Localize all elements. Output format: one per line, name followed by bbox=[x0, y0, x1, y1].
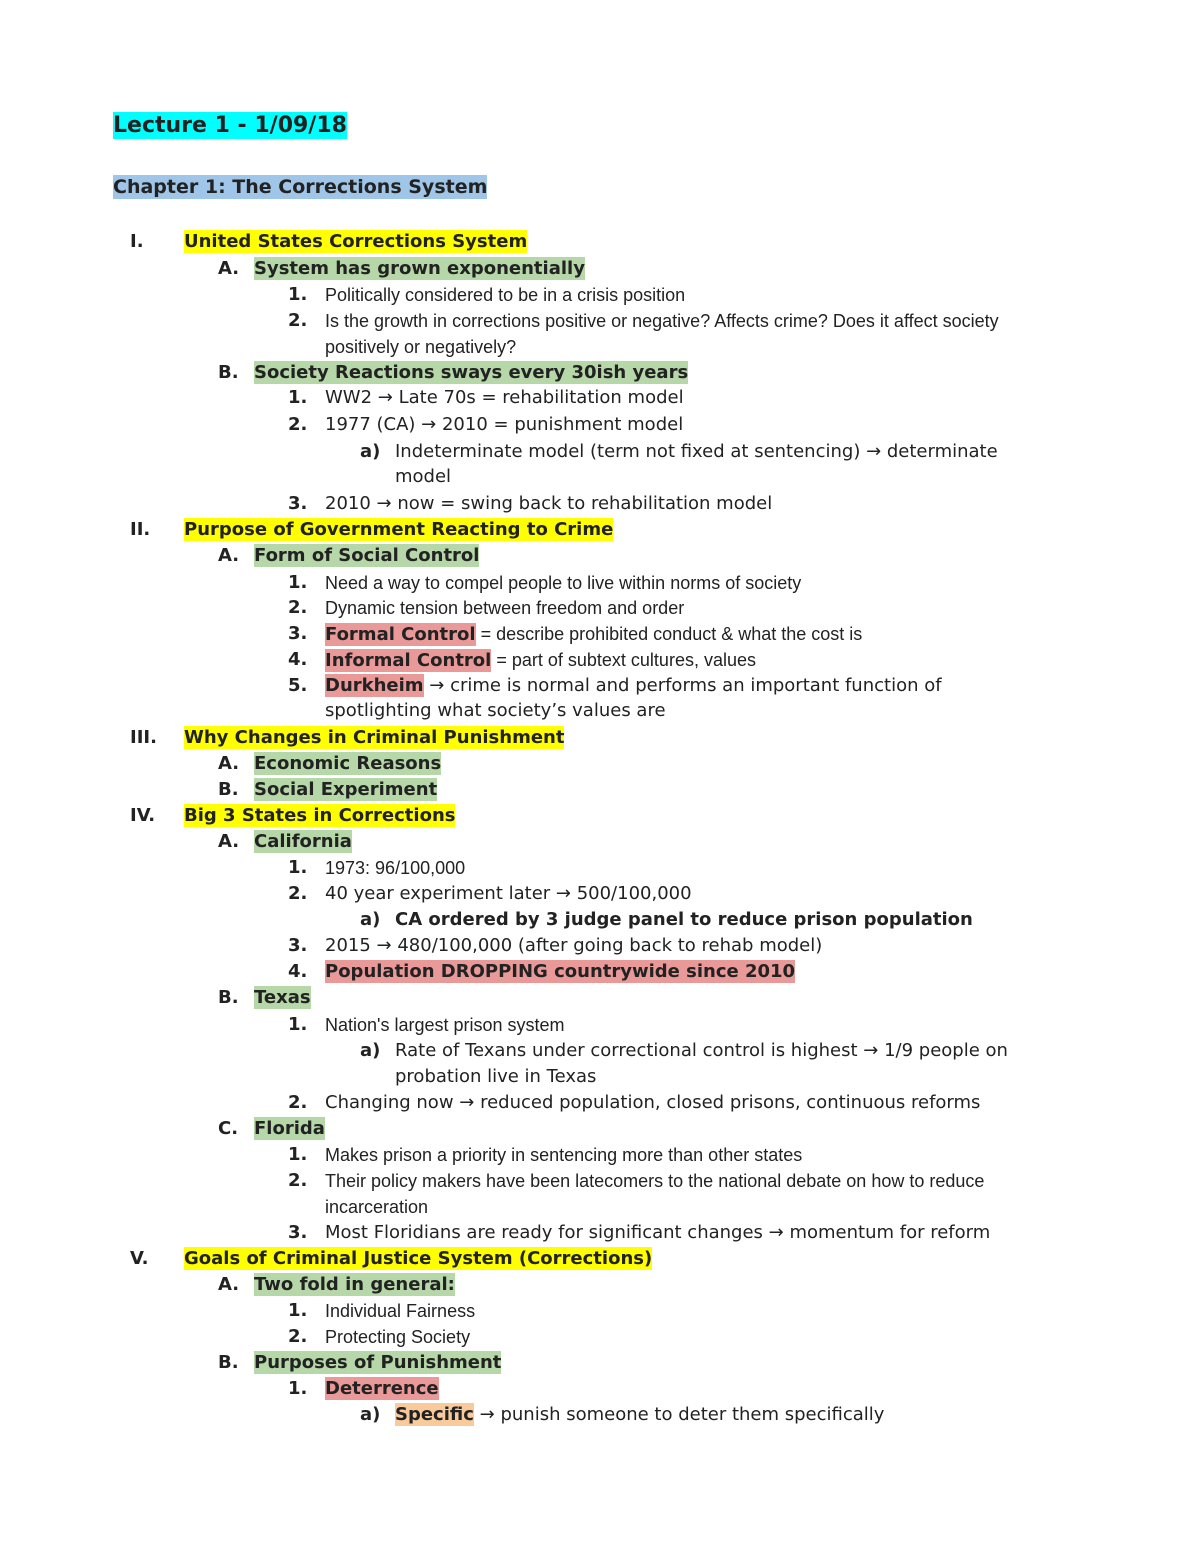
outline-marker: A. bbox=[218, 258, 240, 279]
outline-item bbox=[325, 491, 772, 517]
outline-marker: B. bbox=[218, 987, 239, 1008]
outline-item bbox=[395, 1064, 596, 1090]
outline-item bbox=[254, 751, 441, 777]
outline-item bbox=[325, 621, 862, 648]
highlighted-term: Economic Reasons bbox=[254, 753, 442, 774]
outline-marker: 1. bbox=[288, 1014, 308, 1035]
outline-item bbox=[184, 1246, 652, 1272]
outline-text: Is the growth in corrections positive or negative? Affects crime? Does it affect society bbox=[325, 311, 999, 331]
outline-text: Politically considered to be in a crisis position bbox=[325, 285, 686, 305]
outline-item bbox=[254, 985, 311, 1011]
outline-item bbox=[325, 1194, 428, 1221]
outline-marker: A. bbox=[218, 545, 240, 566]
outline-text: Their policy makers have been latecomers to the national debate on how to reduce bbox=[325, 1171, 985, 1191]
outline-item bbox=[325, 855, 465, 882]
outline-item bbox=[395, 464, 451, 490]
outline-item bbox=[254, 1350, 501, 1376]
chapter-heading-text: Chapter 1: The Corrections System bbox=[113, 176, 488, 198]
outline-item bbox=[325, 595, 684, 622]
highlighted-term: Informal Control bbox=[325, 650, 492, 671]
outline-text: Changing now → reduced population, closed prisons, continuous reforms bbox=[325, 1092, 981, 1113]
outline-marker: II. bbox=[130, 519, 151, 540]
outline-marker: B. bbox=[218, 779, 239, 800]
highlighted-term: United States Corrections System bbox=[184, 231, 528, 252]
outline-item bbox=[325, 308, 999, 335]
outline-item bbox=[325, 1324, 470, 1351]
outline-marker: 4. bbox=[288, 961, 308, 982]
outline-marker: 1. bbox=[288, 387, 308, 408]
outline-item bbox=[254, 1116, 325, 1142]
outline-text: 2010 → now = swing back to rehabilitation model bbox=[325, 493, 773, 514]
outline-item bbox=[325, 1376, 439, 1402]
outline-text: 40 year experiment later → 500/100,000 bbox=[325, 883, 692, 904]
outline-text: model bbox=[395, 466, 452, 487]
outline-marker: 3. bbox=[288, 493, 308, 514]
highlighted-term: Two fold in general: bbox=[254, 1274, 455, 1295]
outline-marker: a) bbox=[360, 1040, 381, 1061]
outline-marker: 2. bbox=[288, 1326, 308, 1347]
outline-text: Most Floridians are ready for significant changes → momentum for reform bbox=[325, 1222, 991, 1243]
outline-item bbox=[325, 1142, 802, 1169]
highlighted-term: Why Changes in Criminal Punishment bbox=[184, 727, 565, 748]
outline-text: spotlighting what society’s values are bbox=[325, 700, 666, 721]
outline-item bbox=[254, 829, 352, 855]
highlighted-term: Population DROPPING countrywide since 2010 bbox=[325, 961, 796, 982]
outline-marker: 1. bbox=[288, 857, 308, 878]
outline-item bbox=[395, 1038, 1008, 1064]
outline-item bbox=[184, 803, 455, 829]
outline-marker: 1. bbox=[288, 1300, 308, 1321]
outline-text: Dynamic tension between freedom and order bbox=[325, 598, 685, 618]
outline-marker: 2. bbox=[288, 1170, 308, 1191]
outline-item bbox=[184, 517, 613, 543]
outline-text: WW2 → Late 70s = rehabilitation model bbox=[325, 387, 684, 408]
outline-marker: I. bbox=[130, 231, 144, 252]
outline-item bbox=[325, 1298, 475, 1325]
outline-item bbox=[184, 725, 564, 751]
outline-item bbox=[325, 570, 801, 597]
outline-text: Individual Fairness bbox=[325, 1301, 476, 1321]
outline-item bbox=[395, 907, 973, 933]
outline-marker: A. bbox=[218, 1274, 240, 1295]
outline-marker: C. bbox=[218, 1118, 239, 1139]
highlighted-term: Goals of Criminal Justice System (Corrections) bbox=[184, 1248, 653, 1269]
outline-item bbox=[325, 673, 942, 699]
outline-marker: 2. bbox=[288, 883, 308, 904]
highlighted-term: Formal Control bbox=[325, 624, 476, 645]
highlighted-term: Deterrence bbox=[325, 1378, 439, 1399]
highlighted-term: System has grown exponentially bbox=[254, 258, 585, 279]
outline-marker: A. bbox=[218, 831, 240, 852]
outline-text: 2015 → 480/100,000 (after going back to rehab model) bbox=[325, 935, 823, 956]
outline-text: Rate of Texans under correctional control is highest → 1/9 people on bbox=[395, 1040, 1008, 1061]
outline-item bbox=[325, 881, 692, 907]
outline-item bbox=[325, 412, 683, 438]
outline-text: → crime is normal and performs an important function of bbox=[423, 675, 942, 696]
outline-item bbox=[254, 360, 688, 386]
outline-marker: 3. bbox=[288, 935, 308, 956]
chapter-heading bbox=[113, 173, 487, 201]
outline-item bbox=[325, 698, 666, 724]
outline-marker: 5. bbox=[288, 675, 308, 696]
highlighted-term: Durkheim bbox=[325, 675, 424, 696]
outline-marker: 2. bbox=[288, 414, 308, 435]
outline-text: 1977 (CA) → 2010 = punishment model bbox=[325, 414, 684, 435]
outline-marker: a) bbox=[360, 441, 381, 462]
outline-marker: 2. bbox=[288, 310, 308, 331]
outline-text: positively or negatively? bbox=[325, 337, 517, 357]
highlighted-term: Texas bbox=[254, 987, 311, 1008]
outline-item bbox=[325, 1090, 980, 1116]
lecture-title bbox=[113, 111, 347, 141]
highlighted-term: California bbox=[254, 831, 352, 852]
outline-item bbox=[254, 1272, 455, 1298]
outline-text: → punish someone to deter them specifically bbox=[473, 1404, 885, 1425]
highlighted-term: Form of Social Control bbox=[254, 545, 480, 566]
outline-marker: a) bbox=[360, 909, 381, 930]
outline-text: Nation's largest prison system bbox=[325, 1015, 565, 1035]
outline-item bbox=[325, 334, 516, 361]
outline-marker: 1. bbox=[288, 284, 308, 305]
outline-marker: V. bbox=[130, 1248, 149, 1269]
outline-item bbox=[325, 959, 795, 985]
outline-text: probation live in Texas bbox=[395, 1066, 597, 1087]
outline-text: 1973: 96/100,000 bbox=[325, 858, 466, 878]
outline-marker: 3. bbox=[288, 1222, 308, 1243]
outline-marker: 1. bbox=[288, 572, 308, 593]
highlighted-term: Purpose of Government Reacting to Crime bbox=[184, 519, 614, 540]
outline-item bbox=[184, 229, 527, 255]
outline-item bbox=[254, 256, 585, 282]
outline-text: incarceration bbox=[325, 1197, 429, 1217]
outline-text: = part of subtext cultures, values bbox=[491, 650, 756, 670]
outline-marker: III. bbox=[130, 727, 157, 748]
outline-text: Need a way to compel people to live within norms of society bbox=[325, 573, 802, 593]
outline-item bbox=[395, 1402, 884, 1428]
outline-item bbox=[254, 543, 479, 569]
outline-text: Indeterminate model (term not fixed at sentencing) → determinate bbox=[395, 441, 998, 462]
highlighted-term: Specific bbox=[395, 1404, 474, 1425]
outline-text: CA ordered by 3 judge panel to reduce prison population bbox=[395, 909, 973, 930]
highlighted-term: Florida bbox=[254, 1118, 325, 1139]
outline-marker: 1. bbox=[288, 1378, 308, 1399]
outline-item bbox=[395, 439, 998, 465]
outline-marker: 1. bbox=[288, 1144, 308, 1165]
highlighted-term: Big 3 States in Corrections bbox=[184, 805, 456, 826]
outline-text: Protecting Society bbox=[325, 1327, 471, 1347]
outline-marker: 2. bbox=[288, 1092, 308, 1113]
outline-item bbox=[325, 385, 684, 411]
outline-item bbox=[325, 282, 685, 309]
outline-marker: B. bbox=[218, 1352, 239, 1373]
outline-item bbox=[325, 1012, 565, 1039]
outline-marker: a) bbox=[360, 1404, 381, 1425]
highlighted-term: Society Reactions sways every 30ish years bbox=[254, 362, 689, 383]
outline-marker: 4. bbox=[288, 649, 308, 670]
outline-marker: A. bbox=[218, 753, 240, 774]
outline-item bbox=[254, 777, 437, 803]
outline-item bbox=[325, 933, 822, 959]
outline-text: Makes prison a priority in sentencing more than other states bbox=[325, 1145, 803, 1165]
outline-item bbox=[325, 1168, 984, 1195]
outline-marker: 2. bbox=[288, 597, 308, 618]
outline-marker: 3. bbox=[288, 623, 308, 644]
outline-marker: IV. bbox=[130, 805, 156, 826]
outline-item bbox=[325, 1220, 990, 1246]
outline-item bbox=[325, 647, 756, 674]
outline-text: = describe prohibited conduct & what the cost is bbox=[475, 624, 863, 644]
highlighted-term: Purposes of Punishment bbox=[254, 1352, 502, 1373]
highlighted-term: Social Experiment bbox=[254, 779, 438, 800]
outline-marker: B. bbox=[218, 362, 239, 383]
lecture-title-text: Lecture 1 - 1/09/18 bbox=[113, 113, 347, 138]
